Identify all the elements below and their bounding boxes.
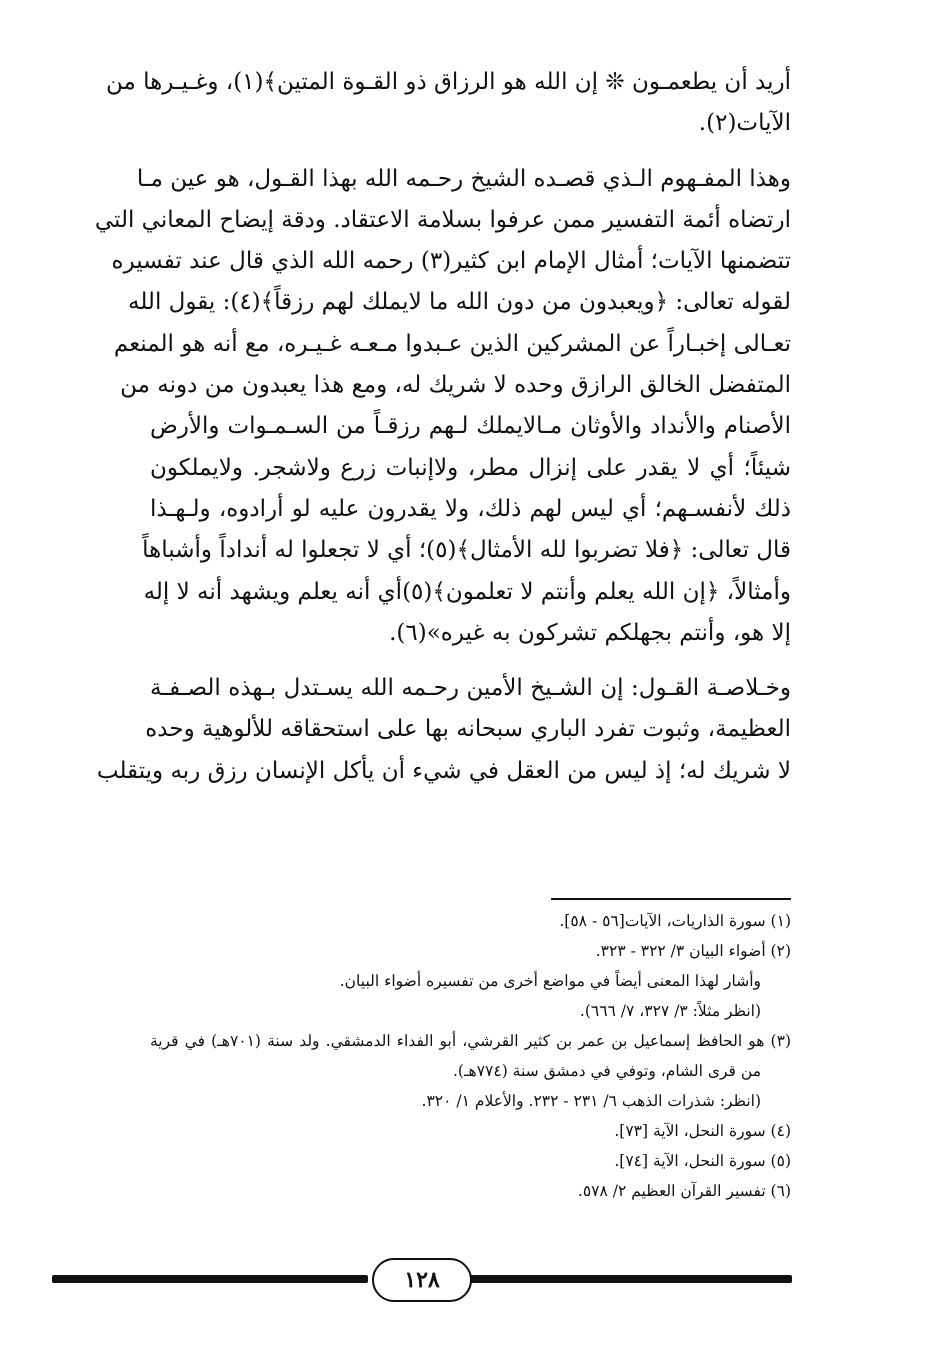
footnote-line: (انظر مثلاً: ٣/ ٣٢٧، ٧/ ٦٦٦). [579, 1002, 761, 1020]
text-line: العظيمة، وثبوت تفرد الباري سبحانه بها على استحقاقه للألوهية وحده [145, 716, 791, 743]
paragraph [94, 159, 791, 655]
text-line: إلا هو، وأنتم بجهلكم تشركون به غيره»(٦). [389, 619, 791, 646]
text-line: لقوله تعالى: ﴿ويعبدون من دون الله ما لايملك لهم رزقاً﴾(٤): يقول الله [127, 289, 791, 316]
page-number: ١٢٨ [372, 1258, 472, 1302]
text-line: تتضمنها الآيات؛ أمثال الإمام ابن كثير(٣) رحمه الله الذي قال عند تفسيره [111, 248, 791, 275]
page-footer [52, 1258, 792, 1302]
footnote-line: وأشار لهذا المعنى أيضاً في مواضع أخرى من تفسيره أضواء البيان. [339, 972, 761, 990]
text-line: قال تعالى: ﴿فلا تضربوا لله الأمثال﴾(٥)؛ أي لا تجعلوا له أنداداً وأشباهاً [142, 537, 791, 564]
text-line: المتفضل الخالق الرازق وحده لا شريك له، ومع هذا يعبدون من دونه من [120, 372, 791, 399]
paragraph [96, 668, 791, 792]
footnote-line: (٦) تفسير القرآن العظيم ٢/ ٥٧٨. [577, 1182, 791, 1200]
text-line: الآيات(٢). [698, 110, 791, 137]
footer-rule-left [52, 1275, 368, 1283]
footnote-line: (انظر: شذرات الذهب ٦/ ٢٣١ - ٢٣٢. والأعلام ١/ ٣٢٠. [421, 1092, 761, 1110]
footnote-separator [551, 898, 791, 900]
footer-rule-right [460, 1275, 792, 1283]
main-text [94, 62, 791, 806]
footnote-line: (٣) هو الحافظ إسماعيل بن عمر بن كثير القرشي، أبو الفداء الدمشقي. ولد سنة (٧٠١هـ) في قرية [150, 1032, 791, 1050]
text-line: أريد أن يطعمـون ❊ إن الله هو الرزاق ذو القـوة المتين﴾(١)، وغـيـرها من [105, 69, 791, 95]
text-line: الأصنام والأنداد والأوثان مـالايملك لـهم رزقـاً من السـمـوات والأرض [150, 413, 791, 440]
paragraph [105, 62, 791, 145]
footnotes [150, 906, 791, 1206]
footnote-line: (٥) سورة النحل، الآية [٧٤]. [614, 1152, 791, 1170]
footnote-line: (٤) سورة النحل، الآية [٧٣]. [614, 1122, 791, 1140]
text-line: وهذا المفـهوم الـذي قصـده الشيخ رحـمه الله بهذا القـول، هو عين مـا [136, 165, 791, 192]
text-line: شيئاً؛ أي لا يقدر على إنزال مطر، ولاإنبات زرع ولاشجر. ولايملكون [150, 454, 791, 481]
text-line: وأمثالاً، ﴿إن الله يعلم وأنتم لا تعلمون﴾(٥)أي أنه يعلم ويشهد أنه لا إله [143, 578, 791, 605]
text-line: لا شريك له؛ إذ ليس من العقل في شيء أن يأكل الإنسان رزق ربه ويتقلب [96, 757, 791, 784]
text-line: ارتضاه أئمة التفسير ممن عرفوا بسلامة الاعتقاد. ودقة إيضاح المعاني التي [94, 206, 791, 233]
footnote-line: من قرى الشام، وتوفي في دمشق سنة (٧٧٤هـ). [453, 1062, 761, 1080]
text-line: تعـالى إخبـاراً عن المشركين الذين عـبدوا مـعـه غـيـره، مع أنه هو المنعم [113, 330, 791, 357]
footnote-line: (٢) أضواء البيان ٣/ ٣٢٢ - ٣٢٣. [595, 942, 791, 960]
text-line: ذلك لأنفسـهم؛ أي ليس لهم ذلك، ولا يقدرون عليه لو أرادوه، ولـهـذا [150, 495, 791, 522]
footnote-line: (١) سورة الذاريات، الآيات[٥٦ - ٥٨]. [559, 912, 791, 930]
text-line: وخـلاصـة القـول: إن الشـيخ الأمين رحـمه الله يسـتدل بـهذه الصـفـة [150, 675, 791, 702]
